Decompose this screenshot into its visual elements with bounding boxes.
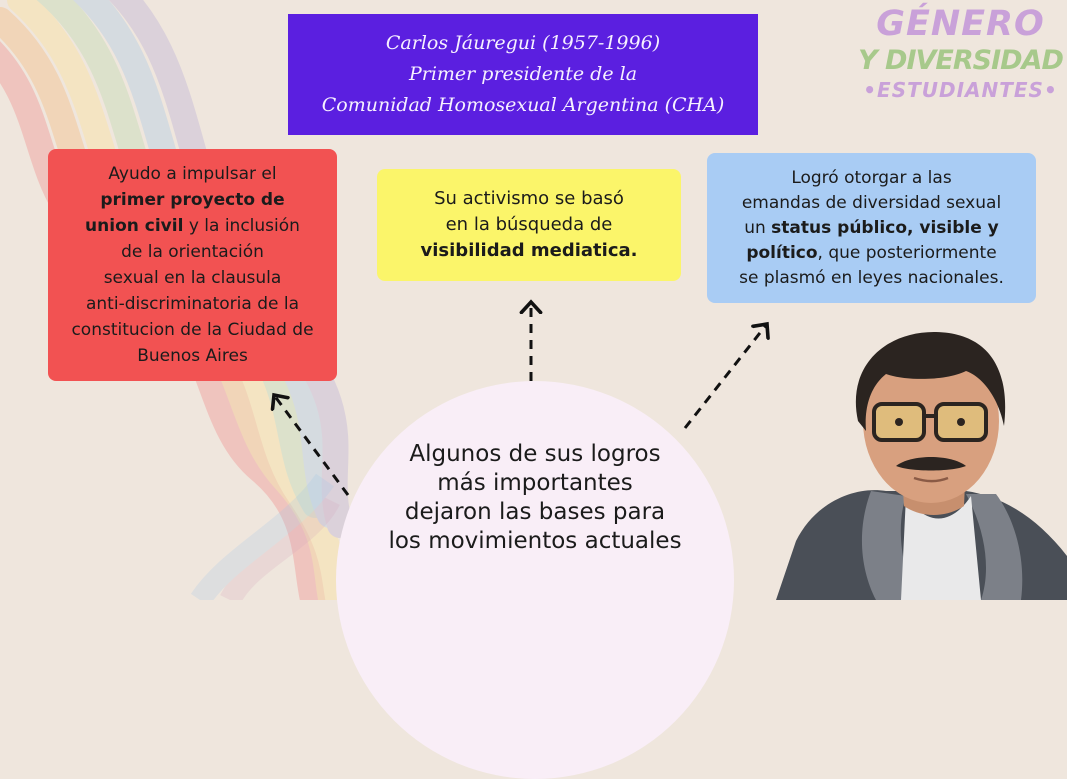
card-text-line: sexual en la clausula <box>103 268 282 288</box>
dashed-arrow-icon <box>274 395 348 495</box>
card-text-line: constitucion de la Ciudad de <box>71 320 314 340</box>
carlos-jauregui-portrait <box>776 326 1067 600</box>
dashed-arrow-icon <box>685 324 767 428</box>
brand-line-estudiantes: •ESTUDIANTES• <box>863 78 1058 102</box>
header-line-role: Primer presidente de la <box>408 63 638 85</box>
card-text-bold: político <box>746 242 818 263</box>
brand-line-diversidad: Y DIVERSIDAD <box>858 45 1063 76</box>
card-text-line: Su activismo se basó <box>434 188 624 209</box>
header-line-name: Carlos Jáuregui (1957-1996) <box>385 32 661 54</box>
card-text-bold: primer proyecto de <box>100 190 285 210</box>
card-text-bold: union civil <box>85 216 184 236</box>
card-text-line: de la orientación <box>121 242 264 262</box>
card-text-line: en la búsqueda de <box>445 214 613 235</box>
card-text-line: Logró otorgar a las <box>791 167 952 188</box>
central-text-line: Algunos de sus logros <box>409 441 661 467</box>
card-text-line: se plasmó en leyes nacionales. <box>739 267 1004 288</box>
central-text-line: dejaron las bases para <box>404 499 666 525</box>
card-text-span: , que posteriormente <box>817 242 997 263</box>
card-text-span: un <box>744 217 772 238</box>
card-text-line: Buenos Aires <box>137 346 248 366</box>
central-text-line: los movimientos actuales <box>388 528 682 554</box>
card-text-span: y la inclusión <box>183 216 300 236</box>
card-text-bold: visibilidad mediatica. <box>420 240 638 261</box>
card-text-line: emandas de diversidad sexual <box>741 192 1002 213</box>
central-text-line: más importantes <box>437 470 633 496</box>
card-text-bold: status público, visible y <box>771 217 999 238</box>
card-text-line: anti-discriminatoria de la <box>85 294 299 314</box>
brand-line-genero: GÉNERO <box>876 4 1045 44</box>
card-text-line: Ayudo a impulsar el <box>108 164 277 184</box>
header-line-organization: Comunidad Homosexual Argentina (CHA) <box>321 94 725 116</box>
